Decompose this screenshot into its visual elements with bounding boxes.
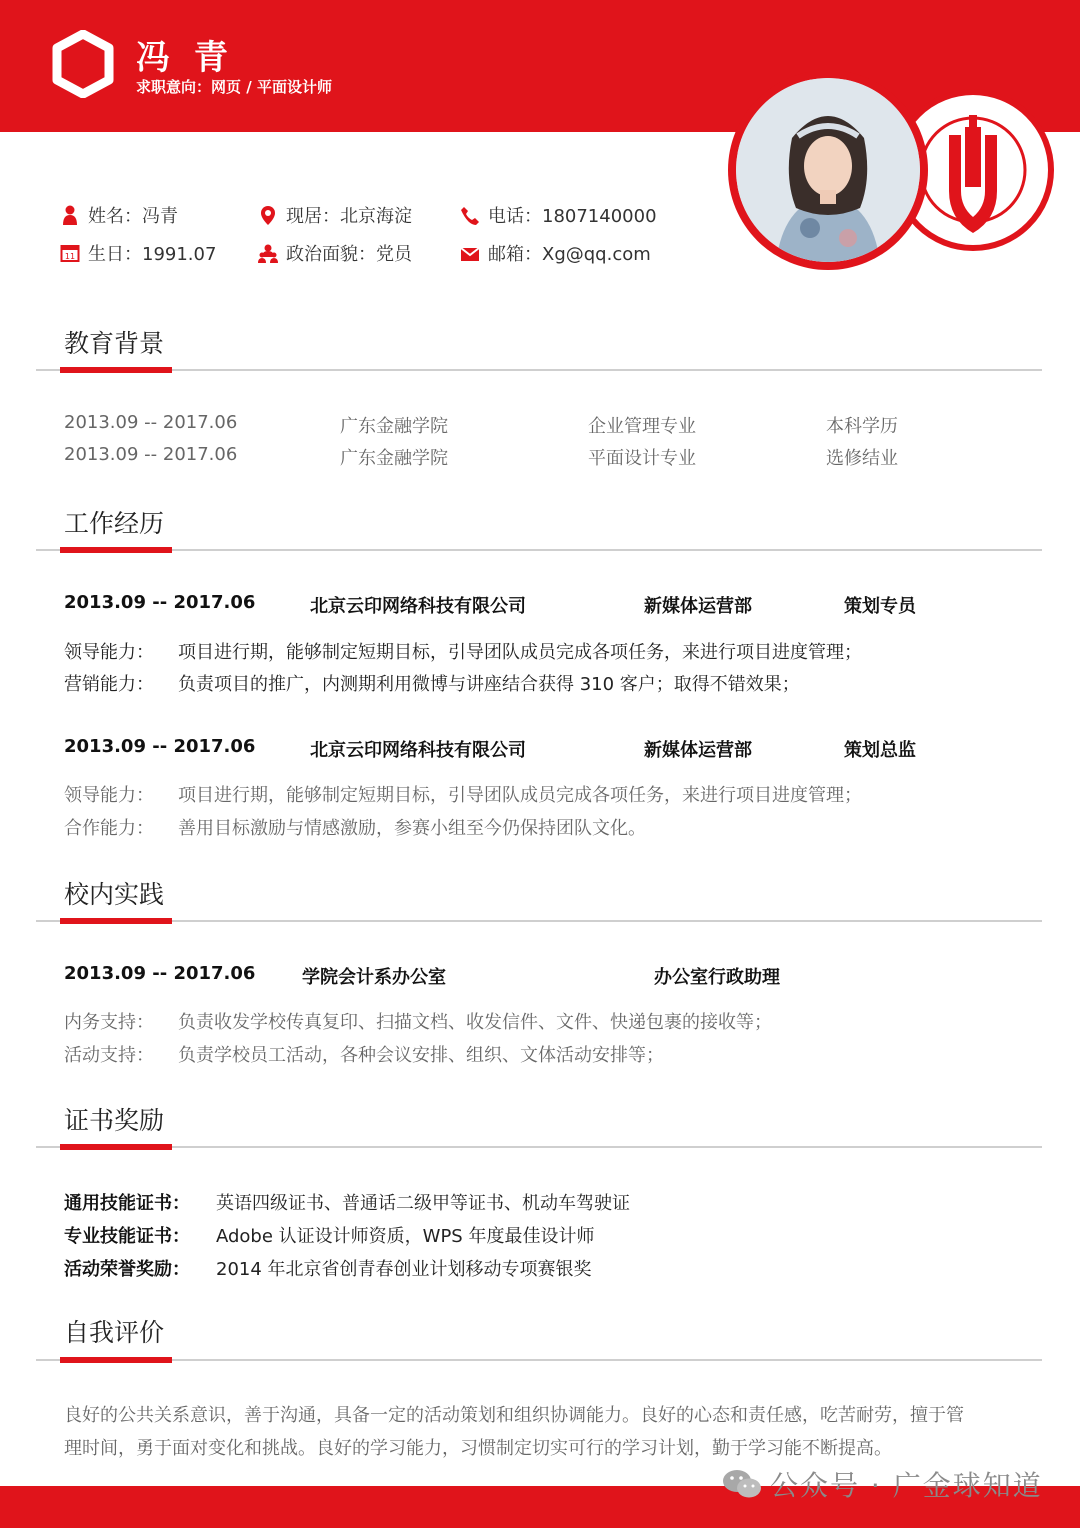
job-date: 2013.09 -- 2017.06 [64, 592, 256, 613]
edu-major: 平面设计专业 [588, 448, 696, 469]
job-company: 北京云印网络科技有限公司 [310, 740, 526, 761]
edu-degree: 选修结业 [826, 448, 898, 469]
cert-text: Adobe 认证设计师资质，WPS 年度最佳设计师 [216, 1226, 595, 1247]
campus-line-label: 内务支持： [64, 1012, 154, 1033]
section-accent-bar [60, 547, 172, 553]
section-accent-bar [60, 367, 172, 373]
job-dept: 新媒体运营部 [644, 596, 752, 617]
info-location-text: 现居：北京海淀 [286, 206, 412, 227]
cert-text: 英语四级证书、普通话二级甲等证书、机动车驾驶证 [216, 1193, 630, 1214]
divider [36, 920, 1042, 922]
candidate-name: 冯 青 [136, 38, 234, 78]
cert-text: 2014 年北京省创青春创业计划移动专项赛银奖 [216, 1259, 592, 1280]
section-title-campus: 校内实践 [64, 880, 165, 909]
self-eval-line: 良好的公共关系意识，善于沟通，具备一定的活动策划和组织协调能力。良好的心态和责任感，吃苦耐劳，擅于管 [64, 1405, 964, 1426]
cert-label: 活动荣誉奖励： [64, 1259, 190, 1280]
divider [36, 549, 1042, 551]
campus-org: 学院会计系办公室 [302, 967, 446, 988]
info-phone-text: 电话：1807140000 [488, 206, 657, 227]
campus-date: 2013.09 -- 2017.06 [64, 963, 256, 984]
edu-school: 广东金融学院 [340, 448, 448, 469]
info-location [258, 202, 412, 228]
info-email [460, 240, 651, 266]
info-birthday [60, 240, 216, 266]
edu-date: 2013.09 -- 2017.06 [64, 412, 238, 433]
job-role: 策划总监 [844, 740, 916, 761]
job-line-label: 领导能力： [64, 785, 154, 806]
wechat-icon [722, 1467, 762, 1501]
edu-major: 企业管理专业 [588, 416, 696, 437]
divider [36, 1146, 1042, 1148]
job-line-label: 营销能力： [64, 674, 154, 695]
hexagon-logo-icon [52, 30, 114, 98]
job-line-text: 项目进行期，能够制定短期目标，引导团队成员完成各项任务，来进行项目进度管理； [178, 642, 862, 663]
section-accent-bar [60, 1144, 172, 1150]
divider [36, 369, 1042, 371]
envelope-icon [460, 243, 480, 263]
person-icon [60, 205, 80, 225]
info-phone [460, 202, 657, 228]
edu-school: 广东金融学院 [340, 416, 448, 437]
people-icon [258, 243, 278, 263]
section-title-self: 自我评价 [64, 1318, 165, 1347]
job-dept: 新媒体运营部 [644, 740, 752, 761]
cert-label: 专业技能证书： [64, 1226, 190, 1247]
job-line-text: 善用目标激励与情感激励，参赛小组至今仍保持团队文化。 [178, 818, 646, 839]
job-date: 2013.09 -- 2017.06 [64, 736, 256, 757]
campus-role: 办公室行政助理 [654, 967, 780, 988]
info-politics [258, 240, 412, 266]
info-birthday-text: 生日：1991.07 [88, 244, 217, 265]
job-intent [136, 76, 332, 97]
watermark [722, 1464, 1043, 1504]
job-company: 北京云印网络科技有限公司 [310, 596, 526, 617]
phone-icon [460, 205, 480, 225]
info-politics-text: 政治面貌：党员 [286, 244, 412, 265]
campus-line-text: 负责学校员工活动，各种会议安排、组织、文体活动安排等； [178, 1045, 664, 1066]
section-title-work: 工作经历 [64, 509, 165, 538]
divider [36, 1359, 1042, 1361]
calendar-icon [60, 243, 80, 263]
section-title-certs: 证书奖励 [64, 1106, 165, 1135]
info-email-text: 邮箱：Xg@qq.com [488, 244, 651, 265]
info-name-text: 姓名：冯青 [88, 206, 178, 227]
campus-line-text: 负责收发学校传真复印、扫描文档、收发信件、文件、快递包裹的接收等； [178, 1012, 772, 1033]
location-pin-icon [258, 205, 278, 225]
job-line-label: 领导能力： [64, 642, 154, 663]
section-accent-bar [60, 918, 172, 924]
job-intent-value: 网页 / 平面设计师 [211, 78, 332, 96]
job-intent-label: 求职意向： [136, 78, 212, 96]
watermark-text: 公众号 · 广金球知道 [770, 1469, 1043, 1502]
section-accent-bar [60, 1357, 172, 1363]
edu-date: 2013.09 -- 2017.06 [64, 444, 238, 465]
cert-label: 通用技能证书： [64, 1193, 190, 1214]
job-line-label: 合作能力： [64, 818, 154, 839]
profile-photo [736, 78, 920, 262]
section-title-education: 教育背景 [64, 329, 165, 358]
edu-degree: 本科学历 [826, 416, 898, 437]
job-line-text: 负责项目的推广，内测期利用微博与讲座结合获得 310 客户；取得不错效果； [178, 674, 800, 695]
info-name [60, 202, 178, 228]
job-line-text: 项目进行期，能够制定短期目标，引导团队成员完成各项任务，来进行项目进度管理； [178, 785, 862, 806]
svg-text:11: 11 [64, 252, 76, 261]
campus-line-label: 活动支持： [64, 1045, 154, 1066]
self-eval-line: 理时间，勇于面对变化和挑战。良好的学习能力，习惯制定切实可行的学习计划，勤于学习能不断提高。 [64, 1438, 892, 1459]
job-role: 策划专员 [844, 596, 916, 617]
